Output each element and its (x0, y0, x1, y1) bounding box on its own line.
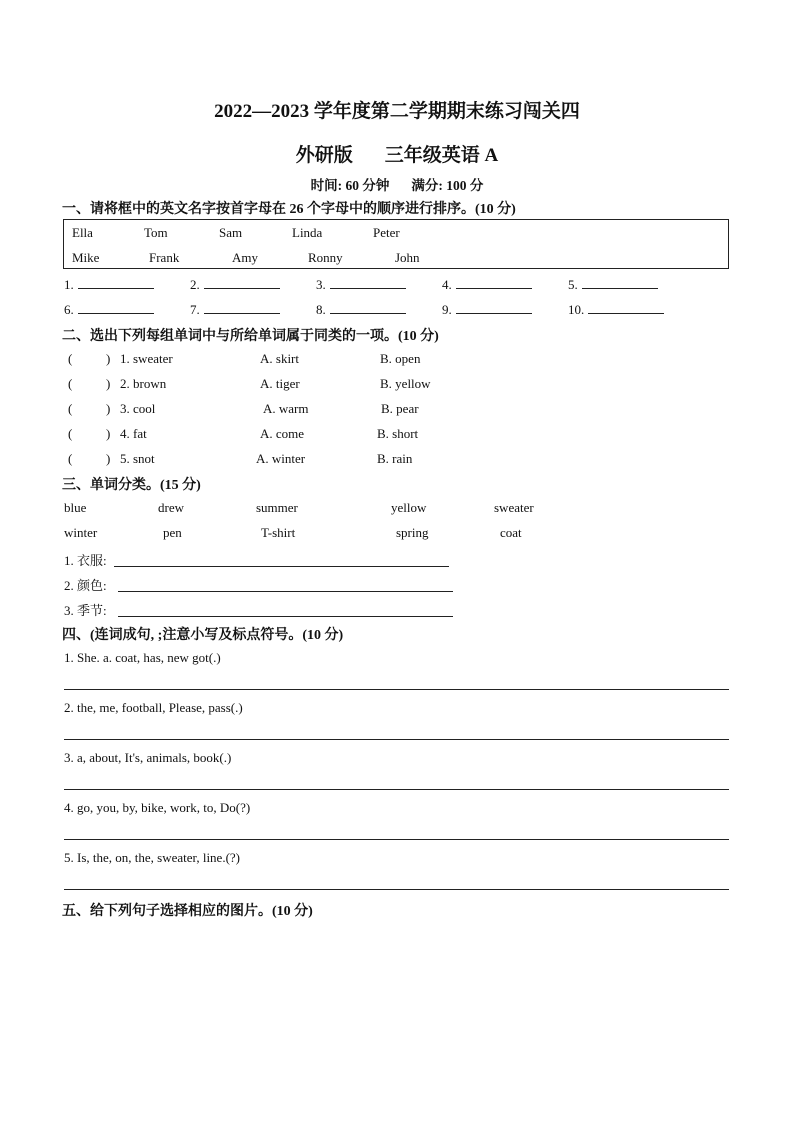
answer-blank-1[interactable] (64, 276, 154, 293)
sentence-answer-line[interactable] (64, 789, 729, 790)
choice-question-3 (68, 401, 72, 417)
answer-blank-8[interactable] (316, 301, 406, 318)
name-item: Peter (373, 225, 400, 240)
answer-paren-open[interactable]: ( (68, 451, 73, 466)
blank-number: 7. (190, 302, 200, 317)
answer-blank-4[interactable] (442, 276, 532, 293)
sentence-answer-line[interactable] (64, 689, 729, 690)
choice-question-1 (68, 351, 120, 367)
sentence-item: 1. She. a. coat, has, new got(.) (64, 650, 221, 665)
choice-question-2 (68, 376, 72, 392)
choice-paren-close: ) (106, 376, 111, 391)
word-item: winter (64, 525, 98, 540)
blank-number: 1. (64, 277, 74, 292)
word-item: blue (64, 500, 87, 515)
blank-number: 5. (568, 277, 578, 292)
choice-option-a: A. skirt (260, 351, 299, 366)
name-box (63, 219, 729, 269)
blank-number: 8. (316, 302, 326, 317)
word-item: T-shirt (261, 525, 296, 540)
section2-heading: 二、选出下列每组单词中与所给单词属于同类的一项。(10 分) (62, 329, 439, 344)
name-item: Linda (292, 225, 323, 240)
word-item: spring (396, 525, 429, 540)
choice-word: 4. fat (120, 426, 147, 441)
category-clothes-label: 1. 衣服: (64, 553, 107, 568)
sentence-item: 5. Is, the, on, the, sweater, line.(?) (64, 850, 241, 865)
answer-blank-10[interactable] (568, 301, 664, 318)
blank-number: 3. (316, 277, 326, 292)
choice-paren-close: ) (106, 351, 111, 366)
sentence-item: 2. the, me, football, Please, pass(.) (64, 700, 243, 715)
choice-option-a: A. winter (256, 451, 306, 466)
answer-blank-2[interactable] (190, 276, 280, 293)
choice-option-a: A. tiger (260, 376, 300, 391)
choice-option-b: B. yellow (380, 376, 431, 391)
choice-paren-close: ) (106, 401, 111, 416)
exam-subtitle (0, 140, 794, 167)
choice-word: 5. snot (120, 451, 155, 466)
exam-title: 2022—2023 学年度第二学期期末练习闯关四 (214, 101, 580, 122)
answer-paren-open[interactable]: ( (68, 426, 73, 441)
section5-heading: 五、给下列句子选择相应的图片。(10 分) (62, 904, 313, 919)
blank-number: 10. (568, 302, 585, 317)
category-seasons-answer-line[interactable] (118, 616, 453, 617)
category-clothes-answer-line[interactable] (114, 566, 449, 567)
name-item: Amy (232, 250, 258, 265)
choice-option-a: A. come (260, 426, 305, 441)
blank-number: 6. (64, 302, 74, 317)
choice-option-b: B. rain (377, 451, 413, 466)
word-item: summer (256, 500, 298, 515)
section3-heading: 三、单词分类。(15 分) (62, 478, 201, 493)
word-item: pen (163, 525, 182, 540)
answer-blank-3[interactable] (316, 276, 406, 293)
grade-subject-label: 三年级英语 A (384, 145, 499, 166)
section1-heading: 一、请将框中的英文名字按首字母在 26 个字母中的顺序进行排序。(10 分) (62, 202, 516, 217)
choice-paren-close: ) (106, 426, 111, 441)
name-item: Frank (149, 250, 180, 265)
section4-heading: 四、(连词成句, ;注意小写及标点符号。(10 分) (62, 628, 344, 643)
choice-word: 2. brown (120, 376, 167, 391)
sentence-answer-line[interactable] (64, 739, 729, 740)
publisher-label: 外研版 (295, 145, 353, 166)
word-item: drew (158, 500, 184, 515)
choice-question-4 (68, 426, 72, 442)
name-item: Mike (72, 250, 100, 265)
sentence-answer-line[interactable] (64, 839, 729, 840)
choice-question-5 (68, 451, 72, 467)
sentence-answer-line[interactable] (64, 889, 729, 890)
blank-number: 2. (190, 277, 200, 292)
name-item: John (395, 250, 420, 265)
name-item: Sam (219, 225, 243, 240)
word-item: yellow (391, 500, 427, 515)
name-item: Ella (72, 225, 93, 240)
blank-number: 4. (442, 277, 452, 292)
answer-blank-6[interactable] (64, 301, 154, 318)
choice-option-b: B. short (377, 426, 419, 441)
word-item: coat (500, 525, 522, 540)
exam-time-score (0, 174, 794, 194)
sentence-item: 4. go, you, by, bike, work, to, Do(?) (64, 800, 251, 815)
category-seasons-label: 3. 季节: (64, 603, 107, 618)
blank-number: 9. (442, 302, 452, 317)
choice-option-b: B. pear (381, 401, 419, 416)
sentence-item: 3. a, about, It's, animals, book(.) (64, 750, 232, 765)
answer-blank-9[interactable] (442, 301, 532, 318)
word-item: sweater (494, 500, 534, 515)
choice-option-a: A. warm (263, 401, 309, 416)
category-colors-answer-line[interactable] (118, 591, 453, 592)
exam-time: 时间: 60 分钟 (310, 178, 390, 193)
exam-total-score: 满分: 100 分 (411, 178, 484, 193)
answer-paren-open[interactable]: ( (68, 351, 73, 366)
choice-option-b: B. open (380, 351, 421, 366)
name-item: Ronny (308, 250, 343, 265)
answer-paren-open[interactable]: ( (68, 376, 73, 391)
name-item: Tom (144, 225, 168, 240)
choice-word: 1. sweater (120, 351, 173, 366)
answer-blank-7[interactable] (190, 301, 280, 318)
answer-paren-open[interactable]: ( (68, 401, 73, 416)
choice-paren-close: ) (106, 451, 111, 466)
answer-blank-5[interactable] (568, 276, 658, 293)
category-colors-label: 2. 颜色: (64, 578, 107, 593)
choice-word: 3. cool (120, 401, 156, 416)
